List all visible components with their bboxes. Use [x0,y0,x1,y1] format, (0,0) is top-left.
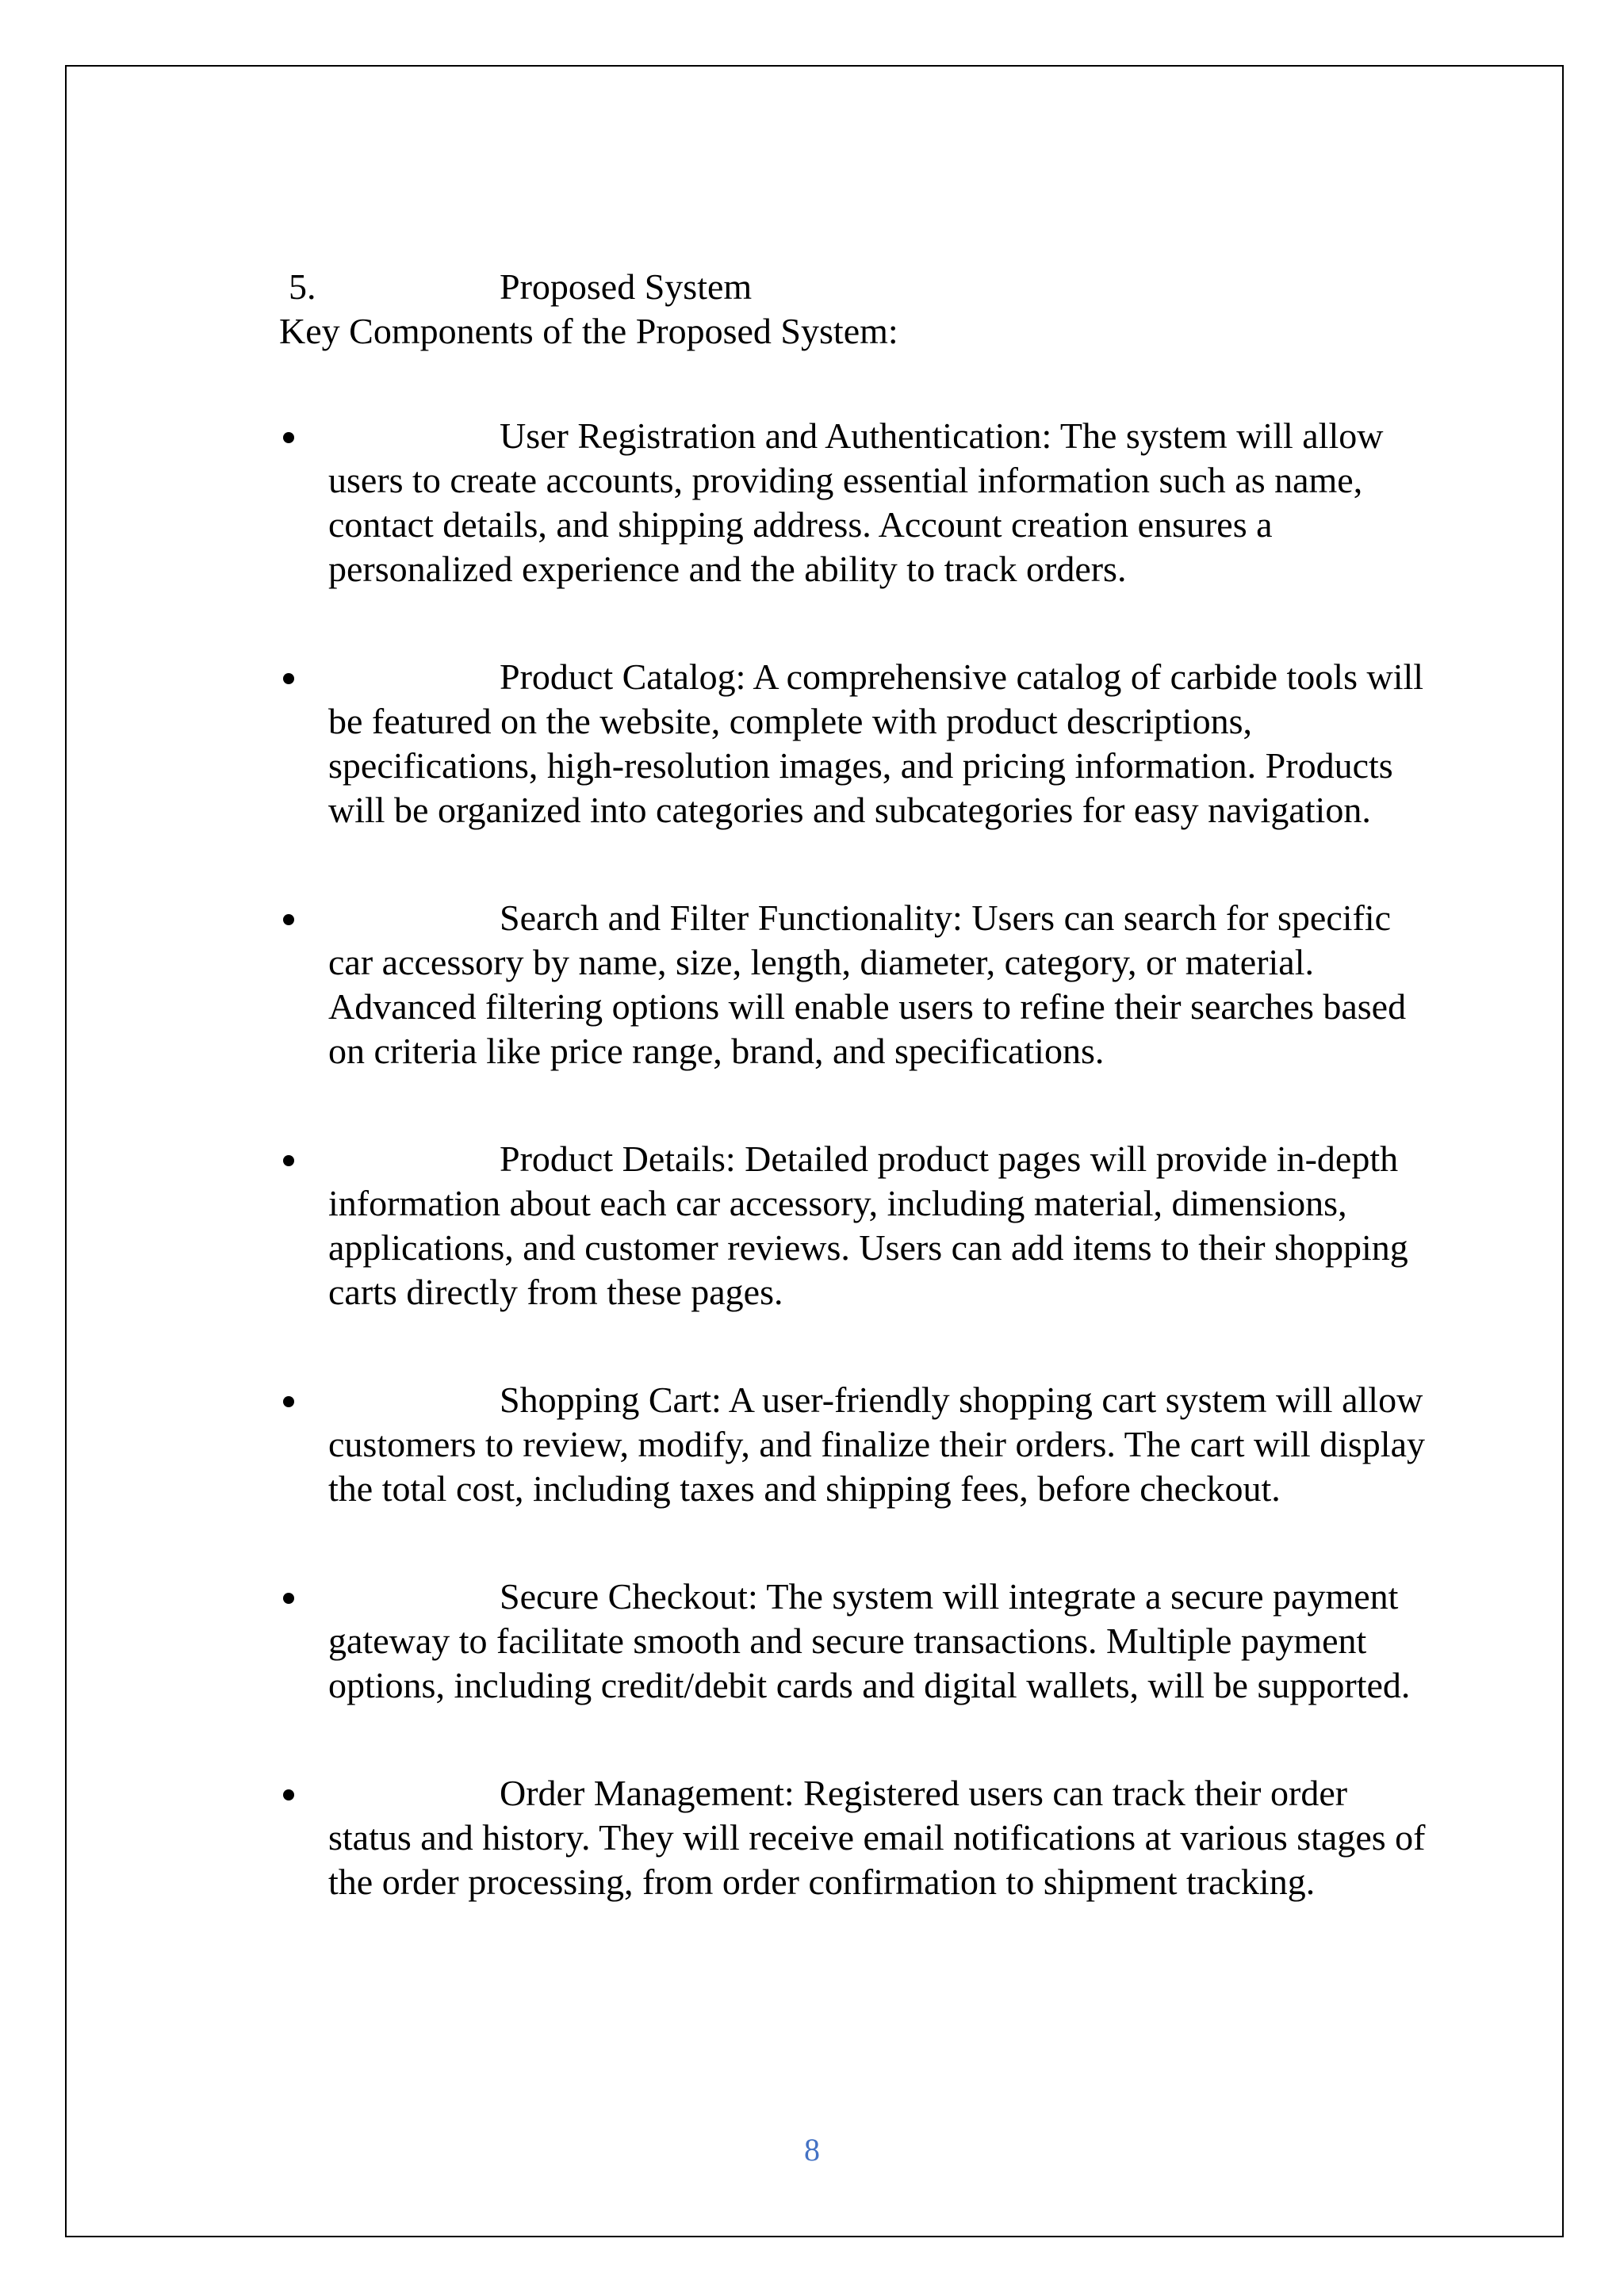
list-item-text: User Registration and Authentication: The system will allow users to create accounts, providing essential information such as name, contact details, and shipping address. Account creation ensures a personalized experience and the ability to track orders. [328,415,1384,589]
list-item-text: Search and Filter Functionality: Users can search for specific car accessory by name, size, length, diameter, category, or material. Advanced filtering options will enable users to refine their searches based on criteria like price range, brand, and specifications. [328,897,1407,1071]
bullet-icon [283,1593,294,1604]
section-title: Proposed System [500,266,753,307]
bullet-list [279,414,1437,1904]
bullet-icon [283,673,294,684]
list-item [279,414,1437,591]
list-item [279,1137,1437,1314]
bullet-icon [283,432,294,443]
list-item-text: Product Details: Detailed product pages will provide in-depth information about each car accessory, including material, dimensions, applications, and customer reviews. Users can add items to their shopping carts directly from these pages. [328,1138,1408,1312]
list-item-text: Order Management: Registered users can track their order status and history. They will receive email notifications at various stages of the order processing, from order confirmation to shipment tracking. [328,1773,1426,1902]
bullet-icon [283,914,294,925]
bullet-icon [283,1789,294,1800]
section-heading [279,265,1437,309]
section-number: 5. [289,266,316,307]
bullet-icon [283,1155,294,1166]
list-item [279,1771,1437,1904]
list-item [279,655,1437,832]
list-item-text: Shopping Cart: A user-friendly shopping cart system will allow customers to review, modify, and finalize their orders. The cart will display the total cost, including taxes and shipping fees, before checkout. [328,1380,1425,1509]
list-item [279,1575,1437,1708]
list-item [279,896,1437,1073]
page-content [279,265,1437,1904]
page-number: 8 [804,2132,820,2168]
list-item-text: Secure Checkout: The system will integrate a secure payment gateway to facilitate smooth and secure transactions. Multiple payment options, including credit/debit cards and digital wallets, will be supported. [328,1576,1411,1705]
bullet-icon [283,1396,294,1407]
intro-text: Key Components of the Proposed System: [279,311,898,351]
list-item-text: Product Catalog: A comprehensive catalog of carbide tools will be featured on the website, complete with product descriptions, specifications, high-resolution images, and pricing information. Products will be organized into categories and subcategories for easy navigation. [328,656,1424,830]
list-item [279,1378,1437,1511]
